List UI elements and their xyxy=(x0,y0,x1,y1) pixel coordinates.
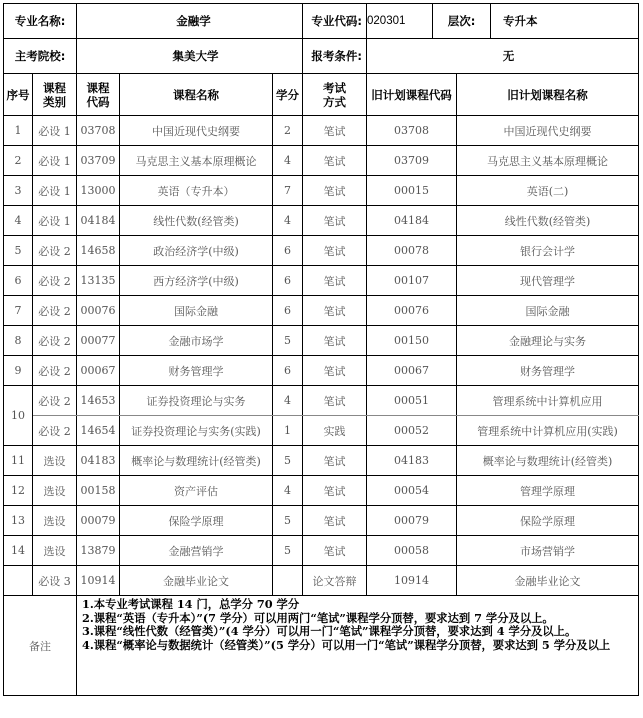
cell-seq: 9 xyxy=(4,356,33,386)
cell-category: 必设 1 xyxy=(33,206,77,236)
cell-old-code: 00150 xyxy=(367,326,457,356)
col-old-code: 旧计划课程代码 xyxy=(367,74,457,116)
cell-name: 证券投资理论与实务(实践) xyxy=(120,416,273,446)
cell-old-name: 管理系统中计算机应用(实践) xyxy=(457,416,639,446)
table-row xyxy=(4,566,639,596)
cell-category: 选设 xyxy=(33,446,77,476)
cell-code: 10914 xyxy=(77,566,120,596)
table-row xyxy=(4,446,639,476)
cell-old-name: 保险学原理 xyxy=(457,506,639,536)
cell-category: 必设 2 xyxy=(33,386,77,416)
remark-line: 4.课程“概率论与数据统计（经管类）”(5 学分）可以用一门“笔试”课程学分顶替，要求达到 5 学分及以上 xyxy=(82,637,611,652)
table-row xyxy=(4,236,639,266)
cell-seq: 2 xyxy=(4,146,33,176)
cell-old-name: 管理系统中计算机应用 xyxy=(457,386,639,416)
col-old-name: 旧计划课程名称 xyxy=(457,74,639,116)
table-row xyxy=(4,326,639,356)
cell-old-name: 现代管理学 xyxy=(457,266,639,296)
col-seq: 序号 xyxy=(4,74,33,116)
table-row xyxy=(4,386,639,416)
remarks-label: 备注 xyxy=(4,596,77,696)
cell-exam-type: 笔试 xyxy=(303,506,367,536)
cell-old-code: 00015 xyxy=(367,176,457,206)
cell-name: 国际金融 xyxy=(120,296,273,326)
level-label: 层次: xyxy=(433,4,491,38)
cell-code: 13879 xyxy=(77,536,120,566)
cell-old-code: 04183 xyxy=(367,446,457,476)
cell-exam-type: 笔试 xyxy=(303,266,367,296)
cell-old-code: 00052 xyxy=(367,416,457,446)
table-row xyxy=(4,476,639,506)
cell-old-name: 市场营销学 xyxy=(457,536,639,566)
cell-name: 财务管理学 xyxy=(120,356,273,386)
col-code: 课程代码 xyxy=(77,74,120,116)
table-row xyxy=(4,116,639,146)
cell-old-name: 金融毕业论文 xyxy=(457,566,639,596)
cell-name: 金融市场学 xyxy=(120,326,273,356)
cell-credits: 4 xyxy=(273,206,303,236)
cell-credits: 4 xyxy=(273,146,303,176)
info-row-major xyxy=(4,4,639,39)
cell-old-name: 财务管理学 xyxy=(457,356,639,386)
cell-seq: 1 xyxy=(4,116,33,146)
cell-code: 00079 xyxy=(77,506,120,536)
cell-exam-type: 笔试 xyxy=(303,326,367,356)
cell-category: 必设 2 xyxy=(33,296,77,326)
cell-old-code: 00078 xyxy=(367,236,457,266)
table-row xyxy=(4,266,639,296)
table-row xyxy=(4,416,639,446)
cell-seq: 14 xyxy=(4,536,33,566)
major-code-level-cell xyxy=(367,4,639,39)
cell-exam-type: 笔试 xyxy=(303,176,367,206)
cell-code: 13135 xyxy=(77,266,120,296)
cell-code: 00077 xyxy=(77,326,120,356)
cell-category: 必设 2 xyxy=(33,266,77,296)
cell-old-code: 00067 xyxy=(367,356,457,386)
cell-category: 必设 1 xyxy=(33,146,77,176)
cell-seq: 11 xyxy=(4,446,33,476)
exam-plan-table xyxy=(3,3,639,696)
cell-exam-type: 笔试 xyxy=(303,146,367,176)
cell-name: 西方经济学(中级) xyxy=(120,266,273,296)
cell-old-name: 概率论与数理统计(经管类) xyxy=(457,446,639,476)
condition-label: 报考条件: xyxy=(303,39,367,74)
cell-seq: 7 xyxy=(4,296,33,326)
cell-old-name: 英语(二) xyxy=(457,176,639,206)
cell-code: 00076 xyxy=(77,296,120,326)
major-code-value: 020301 xyxy=(367,4,433,38)
table-row xyxy=(4,536,639,566)
major-code-label: 专业代码: xyxy=(303,4,367,39)
cell-exam-type: 笔试 xyxy=(303,446,367,476)
cell-category: 选设 xyxy=(33,476,77,506)
cell-name: 证券投资理论与实务 xyxy=(120,386,273,416)
school-value: 集美大学 xyxy=(77,39,303,74)
cell-credits: 4 xyxy=(273,476,303,506)
cell-exam-type: 论文答辩 xyxy=(303,566,367,596)
cell-credits: 5 xyxy=(273,506,303,536)
cell-seq: 8 xyxy=(4,326,33,356)
major-name-value: 金融学 xyxy=(77,4,303,39)
cell-category: 必设 2 xyxy=(33,326,77,356)
cell-exam-type: 笔试 xyxy=(303,236,367,266)
col-exam-type: 考试方式 xyxy=(303,74,367,116)
cell-credits: 4 xyxy=(273,386,303,416)
cell-name: 金融毕业论文 xyxy=(120,566,273,596)
cell-name: 线性代数(经管类) xyxy=(120,206,273,236)
cell-category: 必设 1 xyxy=(33,116,77,146)
cell-code: 03708 xyxy=(77,116,120,146)
cell-old-name: 马克思主义基本原理概论 xyxy=(457,146,639,176)
cell-code: 04184 xyxy=(77,206,120,236)
level-value: 专升本 xyxy=(503,14,538,28)
cell-code: 00067 xyxy=(77,356,120,386)
table-row xyxy=(4,296,639,326)
cell-exam-type: 笔试 xyxy=(303,536,367,566)
table-row xyxy=(4,146,639,176)
cell-old-code: 00054 xyxy=(367,476,457,506)
cell-name: 保险学原理 xyxy=(120,506,273,536)
cell-name: 政治经济学(中级) xyxy=(120,236,273,266)
cell-category: 必设 2 xyxy=(33,416,77,446)
remark-line: 1.本专业考试课程 14 门，总学分 70 学分 xyxy=(82,597,300,611)
cell-credits: 1 xyxy=(273,416,303,446)
cell-exam-type: 笔试 xyxy=(303,116,367,146)
cell-exam-type: 笔试 xyxy=(303,476,367,506)
cell-exam-type: 笔试 xyxy=(303,296,367,326)
cell-exam-type: 实践 xyxy=(303,416,367,446)
remark-line: 2.课程“英语（专升本）”(7 学分）可以用两门“笔试”课程学分顶替，要求达到 7 学分及以上。 xyxy=(82,610,554,625)
cell-exam-type: 笔试 xyxy=(303,386,367,416)
cell-credits: 5 xyxy=(273,536,303,566)
cell-old-name: 银行会计学 xyxy=(457,236,639,266)
col-credits: 学分 xyxy=(273,74,303,116)
cell-seq xyxy=(4,566,33,596)
cell-code: 14654 xyxy=(77,416,120,446)
remarks-row xyxy=(4,596,639,696)
school-label: 主考院校: xyxy=(4,39,77,74)
cell-credits: 2 xyxy=(273,116,303,146)
col-category: 课程类别 xyxy=(33,74,77,116)
table-row xyxy=(4,506,639,536)
remarks-body xyxy=(77,596,639,696)
cell-credits: 7 xyxy=(273,176,303,206)
cell-credits xyxy=(273,566,303,596)
cell-credits: 6 xyxy=(273,266,303,296)
cell-category: 必设 1 xyxy=(33,176,77,206)
cell-category: 必设 3 xyxy=(33,566,77,596)
cell-category: 选设 xyxy=(33,506,77,536)
cell-credits: 6 xyxy=(273,296,303,326)
cell-code: 13000 xyxy=(77,176,120,206)
cell-name: 英语（专升本） xyxy=(120,176,273,206)
cell-old-code: 00051 xyxy=(367,386,457,416)
cell-seq: 4 xyxy=(4,206,33,236)
cell-old-name: 金融理论与实务 xyxy=(457,326,639,356)
table-row xyxy=(4,176,639,206)
cell-credits: 5 xyxy=(273,446,303,476)
cell-old-name: 中国近现代史纲要 xyxy=(457,116,639,146)
cell-seq: 6 xyxy=(4,266,33,296)
cell-name: 马克思主义基本原理概论 xyxy=(120,146,273,176)
cell-old-code: 03708 xyxy=(367,116,457,146)
col-name: 课程名称 xyxy=(120,74,273,116)
cell-code: 14653 xyxy=(77,386,120,416)
cell-name: 概率论与数理统计(经管类) xyxy=(120,446,273,476)
cell-old-code: 03709 xyxy=(367,146,457,176)
remark-line: 3.课程“线性代数（经管类）”(4 学分）可以用一门“笔试”课程学分顶替，要求达到 4 学分及以上。 xyxy=(82,624,577,638)
cell-code: 04183 xyxy=(77,446,120,476)
cell-credits: 5 xyxy=(273,326,303,356)
table-row xyxy=(4,356,639,386)
cell-code: 00158 xyxy=(77,476,120,506)
cell-category: 必设 2 xyxy=(33,356,77,386)
cell-seq: 10 xyxy=(4,386,33,446)
cell-credits: 6 xyxy=(273,236,303,266)
cell-seq: 12 xyxy=(4,476,33,506)
cell-name: 资产评估 xyxy=(120,476,273,506)
cell-old-code: 00107 xyxy=(367,266,457,296)
cell-seq: 13 xyxy=(4,506,33,536)
table-row xyxy=(4,206,639,236)
cell-old-code: 00076 xyxy=(367,296,457,326)
cell-old-name: 线性代数(经管类) xyxy=(457,206,639,236)
cell-name: 中国近现代史纲要 xyxy=(120,116,273,146)
cell-seq: 3 xyxy=(4,176,33,206)
cell-old-code: 00079 xyxy=(367,506,457,536)
condition-value: 无 xyxy=(367,39,639,74)
cell-code: 03709 xyxy=(77,146,120,176)
cell-code: 14658 xyxy=(77,236,120,266)
column-header-row xyxy=(4,74,639,116)
cell-category: 选设 xyxy=(33,536,77,566)
cell-credits: 6 xyxy=(273,356,303,386)
cell-seq: 5 xyxy=(4,236,33,266)
cell-exam-type: 笔试 xyxy=(303,206,367,236)
cell-category: 必设 2 xyxy=(33,236,77,266)
info-row-school xyxy=(4,39,639,74)
cell-old-code: 00058 xyxy=(367,536,457,566)
cell-old-name: 管理学原理 xyxy=(457,476,639,506)
cell-old-name: 国际金融 xyxy=(457,296,639,326)
cell-name: 金融营销学 xyxy=(120,536,273,566)
cell-exam-type: 笔试 xyxy=(303,356,367,386)
major-name-label: 专业名称: xyxy=(4,4,77,39)
cell-old-code: 10914 xyxy=(367,566,457,596)
cell-old-code: 04184 xyxy=(367,206,457,236)
